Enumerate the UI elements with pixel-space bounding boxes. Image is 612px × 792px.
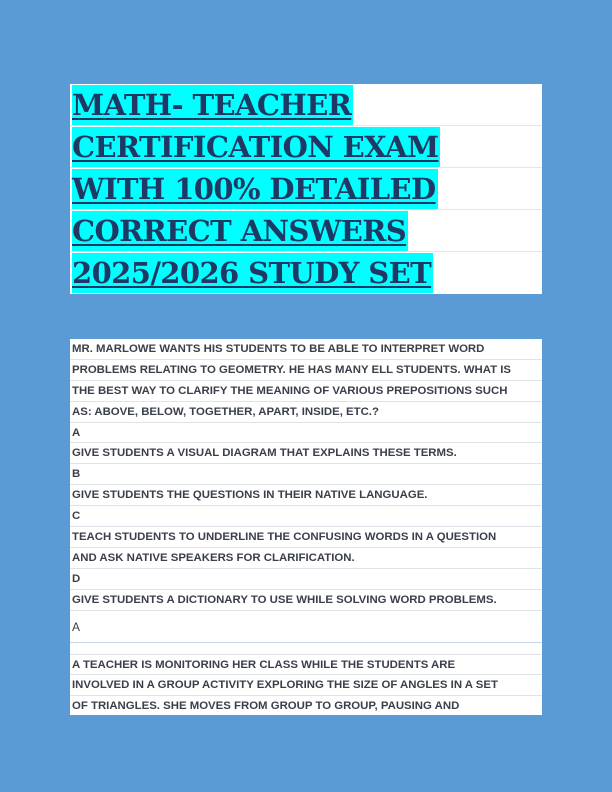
question-content: [70, 339, 542, 715]
question-2-text: A TEACHER IS MONITORING HER CLASS WHILE THE STUDENTS ARE: [70, 655, 542, 676]
title-text: CORRECT ANSWERS: [72, 211, 408, 251]
title-line: [70, 126, 542, 168]
question-2-text: OF TRIANGLES. SHE MOVES FROM GROUP TO GROUP, PAUSING AND: [70, 696, 542, 715]
question-1-text: PROBLEMS RELATING TO GEOMETRY. HE HAS MANY ELL STUDENTS. WHAT IS: [70, 360, 542, 381]
option-letter-d: D: [70, 569, 542, 590]
title-text: CERTIFICATION EXAM: [72, 127, 440, 167]
option-letter-b: B: [70, 464, 542, 485]
title-line: [70, 84, 542, 126]
question-2-text: INVOLVED IN A GROUP ACTIVITY EXPLORING THE SIZE OF ANGLES IN A SET: [70, 675, 542, 696]
title-line: [70, 210, 542, 252]
option-b-text: GIVE STUDENTS THE QUESTIONS IN THEIR NATIVE LANGUAGE.: [70, 485, 542, 506]
question-1-text: AS: ABOVE, BELOW, TOGETHER, APART, INSIDE, ETC.?: [70, 402, 542, 423]
title-text: WITH 100% DETAILED: [72, 169, 438, 209]
option-d-text: GIVE STUDENTS A DICTIONARY TO USE WHILE SOLVING WORD PROBLEMS.: [70, 590, 542, 611]
title-line: [70, 252, 542, 294]
question-1-answer: A: [70, 611, 542, 643]
spacer-row: [70, 643, 542, 655]
document-title: [70, 84, 542, 294]
option-a-text: GIVE STUDENTS A VISUAL DIAGRAM THAT EXPLAINS THESE TERMS.: [70, 443, 542, 464]
option-c-text: TEACH STUDENTS TO UNDERLINE THE CONFUSING WORDS IN A QUESTION: [70, 527, 542, 548]
title-text: MATH- TEACHER: [72, 85, 353, 125]
option-letter-a: A: [70, 423, 542, 444]
option-letter-c: C: [70, 506, 542, 527]
question-1-text: MR. MARLOWE WANTS HIS STUDENTS TO BE ABLE TO INTERPRET WORD: [70, 339, 542, 360]
title-text: 2025/2026 STUDY SET: [72, 253, 433, 293]
title-line: [70, 168, 542, 210]
option-c-text: AND ASK NATIVE SPEAKERS FOR CLARIFICATION.: [70, 548, 542, 569]
question-1-text: THE BEST WAY TO CLARIFY THE MEANING OF VARIOUS PREPOSITIONS SUCH: [70, 381, 542, 402]
